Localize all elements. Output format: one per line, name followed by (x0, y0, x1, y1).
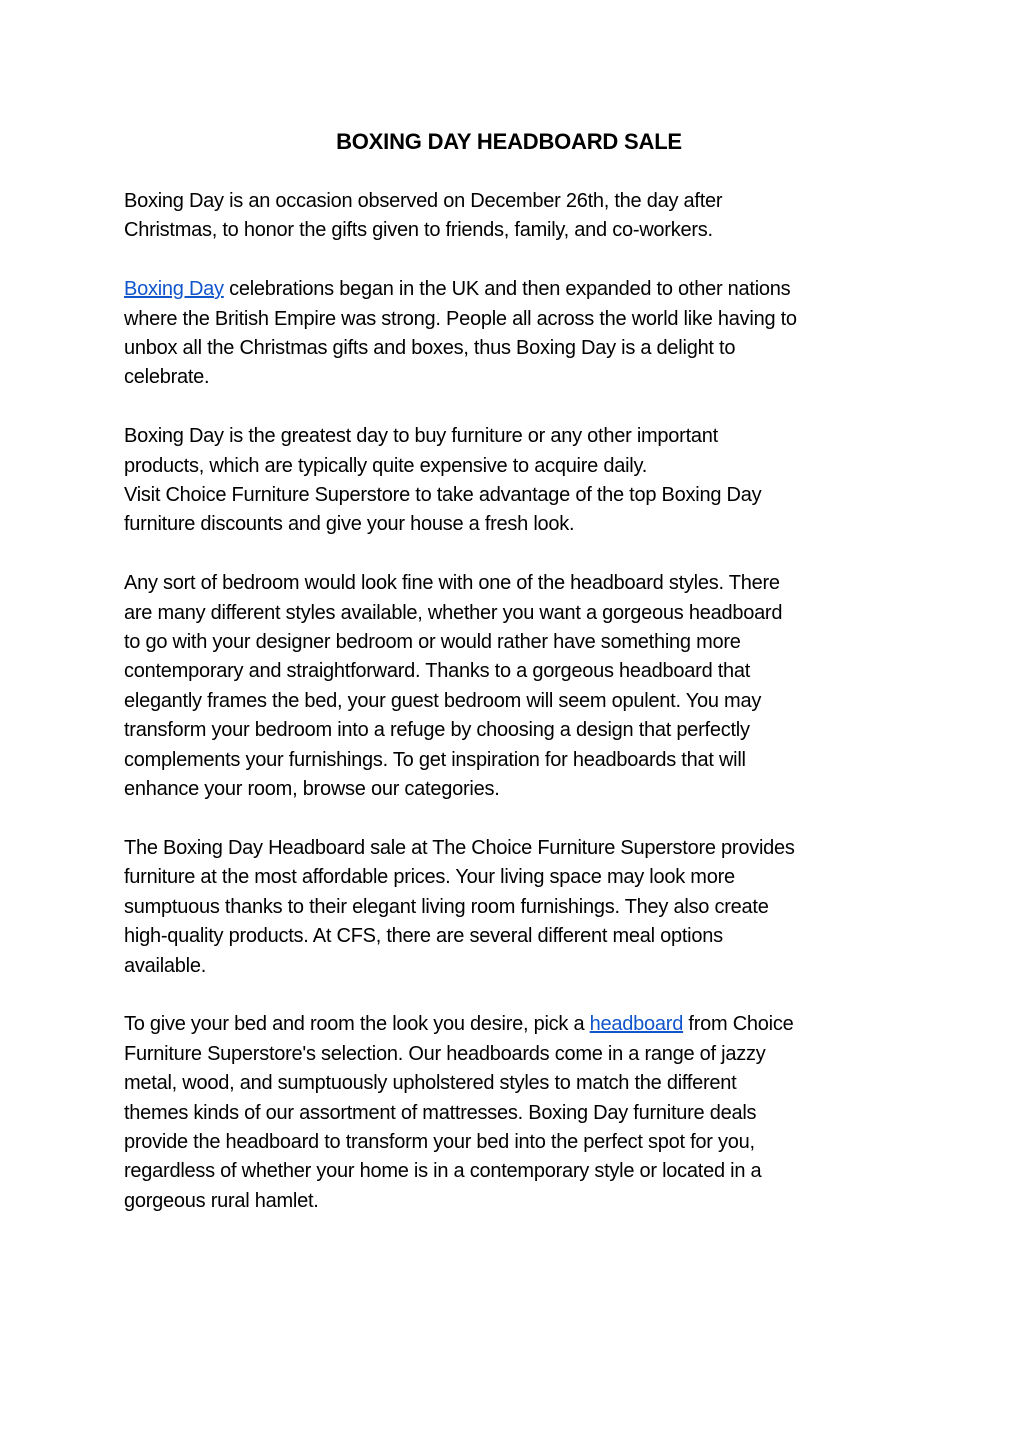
paragraph-line: sumptuous thanks to their elegant living room furnishings. They also create (124, 895, 769, 918)
paragraph-line: The Boxing Day Headboard sale at The Choice Furniture Superstore provides (124, 836, 795, 859)
paragraph-line: available. (124, 954, 207, 977)
paragraph-line: contemporary and straightforward. Thanks to a gorgeous headboard that (124, 660, 751, 683)
paragraph-line: themes kinds of our assortment of mattresses. Boxing Day furniture deals (124, 1101, 757, 1124)
paragraph-line: Visit Choice Furniture Superstore to take advantage of the top Boxing Day (124, 484, 762, 507)
paragraph-selection (124, 1010, 894, 1216)
paragraph-line: unbox all the Christmas gifts and boxes, thus Boxing Day is a delight to (124, 337, 736, 360)
boxing-day-link[interactable]: Boxing Day (124, 278, 224, 301)
paragraph-line: products, which are typically quite expensive to acquire daily. (124, 454, 648, 477)
paragraph-shopping (124, 422, 894, 540)
paragraph-sale (124, 834, 894, 981)
document-page (124, 127, 894, 1246)
paragraph-line (124, 1010, 894, 1039)
document-title: BOXING DAY HEADBOARD SALE (336, 129, 682, 154)
paragraph-line: are many different styles available, whether you want a gorgeous headboard (124, 601, 783, 624)
paragraph-line: gorgeous rural hamlet. (124, 1189, 319, 1212)
paragraph-line: celebrate. (124, 366, 210, 389)
paragraph-line: provide the headboard to transform your bed into the perfect spot for you, (124, 1130, 755, 1153)
paragraph-text: celebrations began in the UK and then expanded to other nations (223, 278, 791, 301)
paragraph-line: elegantly frames the bed, your guest bedroom will seem opulent. You may (124, 689, 762, 712)
headboard-link[interactable]: headboard (589, 1013, 684, 1036)
paragraph-line: furniture discounts and give your house a fresh look. (124, 513, 575, 536)
paragraph-line: metal, wood, and sumptuously upholstered styles to match the different (124, 1072, 737, 1095)
paragraph-line: Boxing Day is the greatest day to buy furniture or any other important (124, 425, 718, 448)
paragraph-line: complements your furnishings. To get inspiration for headboards that will (124, 748, 746, 771)
paragraph-line: to go with your designer bedroom or would rather have something more (124, 631, 741, 654)
paragraph-line: transform your bedroom into a refuge by choosing a design that perfectly (124, 719, 750, 742)
paragraph-line: furniture at the most affordable prices. Your living space may look more (124, 866, 735, 889)
paragraph-line: enhance your room, browse our categories. (124, 778, 500, 801)
paragraph-line: where the British Empire was strong. People all across the world like having to (124, 307, 797, 330)
paragraph-text: from Choice (683, 1013, 794, 1036)
paragraph-line: Furniture Superstore's selection. Our headboards come in a range of jazzy (124, 1042, 766, 1065)
paragraph-line: high-quality products. At CFS, there are several different meal options (124, 925, 723, 948)
paragraph-history (124, 275, 894, 393)
paragraph-line: Any sort of bedroom would look fine with one of the headboard styles. There (124, 572, 780, 595)
paragraph-styles (124, 569, 894, 804)
paragraph-line: Boxing Day is an occasion observed on December 26th, the day after (124, 190, 723, 212)
paragraph-text: To give your bed and room the look you desire, pick a (124, 1013, 590, 1036)
paragraph-line: regardless of whether your home is in a contemporary style or located in a (124, 1160, 762, 1183)
paragraph-line: Christmas, to honor the gifts given to friends, family, and co-workers. (124, 219, 713, 242)
paragraph-intro (124, 187, 894, 246)
paragraph-line (124, 275, 894, 304)
